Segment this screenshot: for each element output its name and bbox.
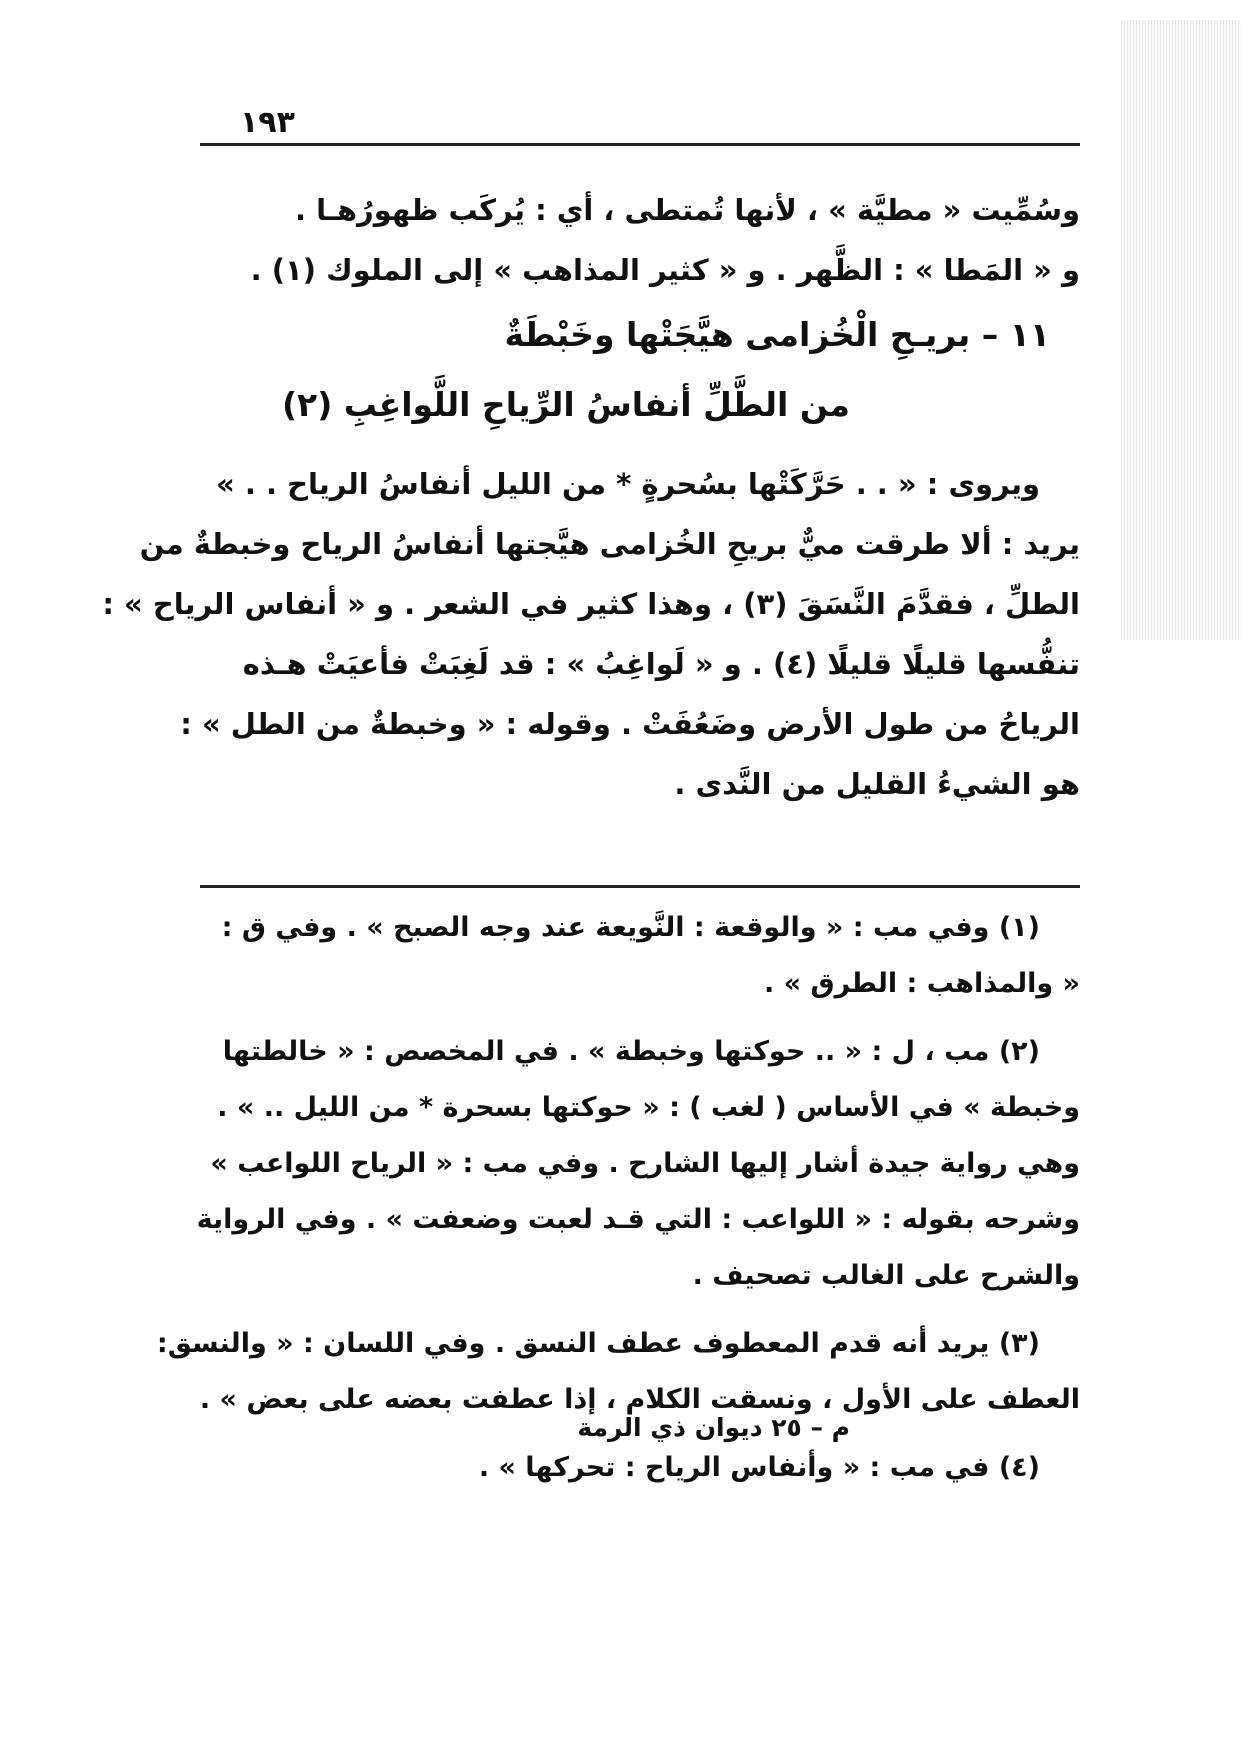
body-line: الرياحُ من طول الأرض وضَعُفَتْ . وقوله : « وخبطةٌ من الطل » : — [180, 707, 1080, 741]
body-line: ويروى : « . . حَرَّكَتْها بسُحرةٍ * من الليل أنفاسُ الرياح . . » — [216, 467, 1040, 501]
commentary — [102, 454, 1080, 814]
footnote-line: والشرح على الغالب تصحيف . — [692, 1260, 1080, 1291]
footnote-line: (٣) يريد أنه قدم المعطوف عطف النسق . وفي اللسان : « والنسق: — [156, 1328, 1040, 1359]
footnote-line: وهي رواية جيدة أشار إليها الشارح . وفي مب : « الرياح اللواعب » — [210, 1148, 1080, 1179]
verse-hemistich-2: من الطَّلِّ أنفاسُ الرِّياحِ اللَّواغِبِ (٢) — [281, 385, 850, 424]
page-signature: م – ٢٥ ديوان ذي الرمة — [577, 1413, 850, 1442]
footnote-rule — [200, 885, 1080, 888]
header-rule — [200, 143, 1080, 146]
footnote-line: (٤) في مب : « وأنفاس الرياح : تحركها » . — [478, 1452, 1040, 1483]
footnote-line: « والمذاهب : الطرق » . — [764, 968, 1080, 999]
footnote-line: وشرحه بقوله : « اللواعب : التي قـد لعبت وضعفت » . وفي الرواية — [196, 1204, 1080, 1235]
body-line: الطلِّ ، فقدَّمَ النَّسَقَ (٣) ، وهذا كثير في الشعر . و « أنفاس الرياح » : — [102, 587, 1080, 621]
body-line: وسُمِّيت « مطيَّة » ، لأنها تُمتطى ، أي : يُركَب ظهورُهـا . — [295, 193, 1080, 227]
scan-edge-shading — [1121, 20, 1241, 640]
verse-hemistich-1: ١١ – بريـحِ الْخُزامى هيَّجَتْها وخَبْطَةٌ — [504, 315, 1050, 354]
footnotes — [156, 900, 1080, 1496]
footnote-line: (٢) مب ، ل : « .. حوكتها وخبطة » . في المخصص : « خالطتها — [222, 1036, 1040, 1067]
body-line: هو الشيءُ القليل من النَّدى . — [674, 767, 1080, 801]
body-line: و « المَطا » : الظَّهر . و « كثير المذاهب » إلى الملوك (١) . — [250, 253, 1080, 287]
body-line: تنفُّسها قليلًا قليلًا (٤) . و « لَواغِبُ » : قد لَغِبَتْ فأعيَتْ هـذه — [242, 647, 1080, 681]
body-line: يريد : ألا طرقت ميٌّ بريحِ الخُزامى هيَّجتها أنفاسُ الرياح وخبطةٌ من — [139, 527, 1080, 561]
page-number: ١٩٣ — [240, 105, 295, 140]
footnote-line: (١) وفي مب : « والوقعة : النَّويعة عند وجه الصبح » . وفي ق : — [221, 912, 1040, 943]
footnote-line: وخبطة » في الأساس ( لغب ) : « حوكتها بسحرة * من الليل .. » . — [217, 1092, 1080, 1123]
footnote-line: العطف على الأول ، ونسقت الكلام ، إذا عطفت بعضه على بعض » . — [199, 1384, 1080, 1415]
main-text — [102, 180, 1080, 814]
